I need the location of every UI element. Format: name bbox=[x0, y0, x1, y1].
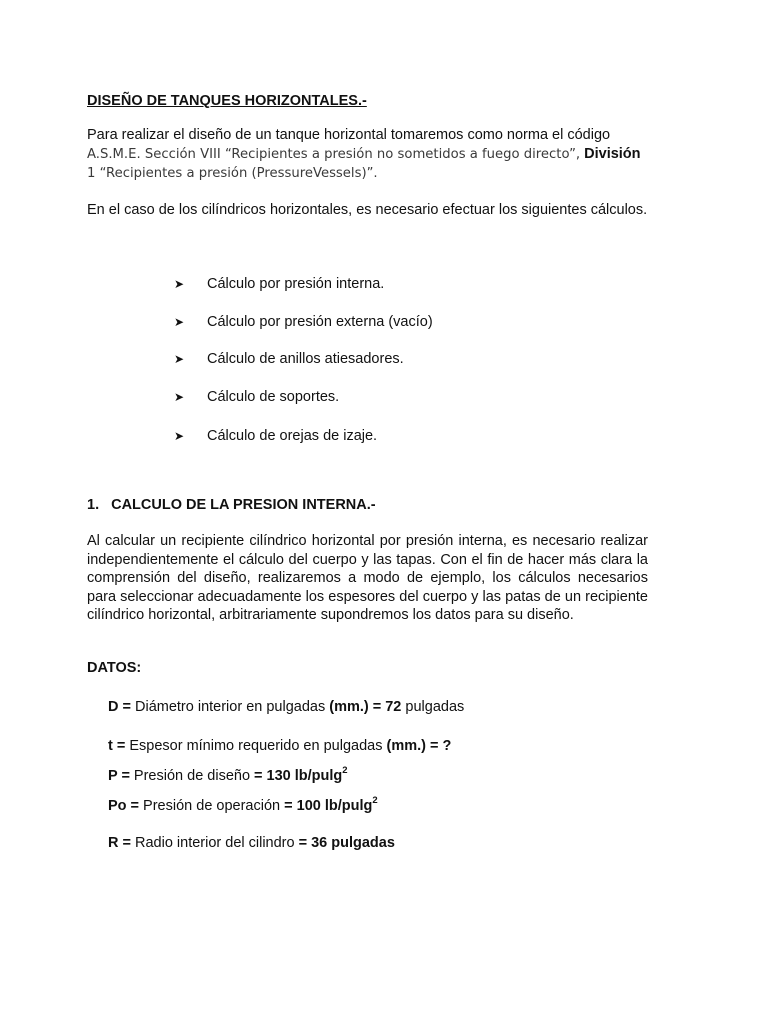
datum-p: P = Presión de diseño = 130 lb/pulg$^2$ bbox=[108, 765, 348, 784]
intro-text-4: 1 “Recipientes a presión (PressureVessels)”. bbox=[87, 166, 378, 181]
intro-text-3: División bbox=[584, 145, 641, 162]
arrowhead-bullet-icon: ➤ bbox=[174, 315, 185, 329]
intro-paragraph bbox=[87, 126, 648, 184]
list-item: ➤ Cálculo de orejas de izaje. bbox=[174, 428, 378, 444]
datos-label: DATOS: bbox=[87, 660, 142, 676]
datum-t: t = Espesor mínimo requerido en pulgadas (mm.) = ? bbox=[108, 738, 452, 754]
arrowhead-bullet-icon: ➤ bbox=[174, 352, 185, 366]
section-body: Al calcular un recipiente cilíndrico horizontal por presión interna, es necesario realizar independientemente el cálculo del cuerpo y las tapas. Con el fin de hacer más clara la comprensión del diseño, realizaremos a modo de ejemplo, los cálculos necesarios para seleccionar adecuadamente los espesores del cuerpo y las patas de un recipiente cilíndrico horizontal, arbitrariamente supondremos los datos para su diseño. bbox=[87, 533, 648, 623]
intro-text-2: A.S.M.E. Sección VIII “Recipientes a presión no sometidos a fuego directo”, bbox=[87, 146, 581, 162]
datum-d: D = Diámetro interior en pulgadas (mm.) = 72 pulgadas bbox=[108, 699, 465, 715]
section-number: 1. bbox=[87, 497, 100, 513]
section-title: CALCULO DE LA PRESION INTERNA.- bbox=[111, 497, 376, 513]
list-item: ➤ Cálculo de anillos atiesadores. bbox=[174, 351, 404, 367]
arrowhead-bullet-icon: ➤ bbox=[174, 277, 185, 291]
section-heading bbox=[87, 497, 376, 513]
document-title: DISEÑO DE TANQUES HORIZONTALES.- bbox=[87, 93, 367, 109]
arrowhead-bullet-icon: ➤ bbox=[174, 429, 185, 443]
list-item: ➤ Cálculo de soportes. bbox=[174, 389, 340, 405]
list-item: ➤ Cálculo por presión externa (vacío) bbox=[174, 314, 433, 330]
list-item: ➤ Cálculo por presión interna. bbox=[174, 276, 385, 292]
datum-r: R = Radio interior del cilindro = 36 pulgadas bbox=[108, 835, 395, 851]
datum-po: Po = Presión de operación = 100 lb/pulg$^2$ bbox=[108, 795, 378, 814]
intro-text-1: Para realizar el diseño de un tanque horizontal tomaremos como norma el código bbox=[87, 127, 611, 143]
calculations-paragraph: En el caso de los cilíndricos horizontales, es necesario efectuar los siguientes cálculos. bbox=[87, 202, 648, 218]
arrowhead-bullet-icon: ➤ bbox=[174, 390, 185, 404]
